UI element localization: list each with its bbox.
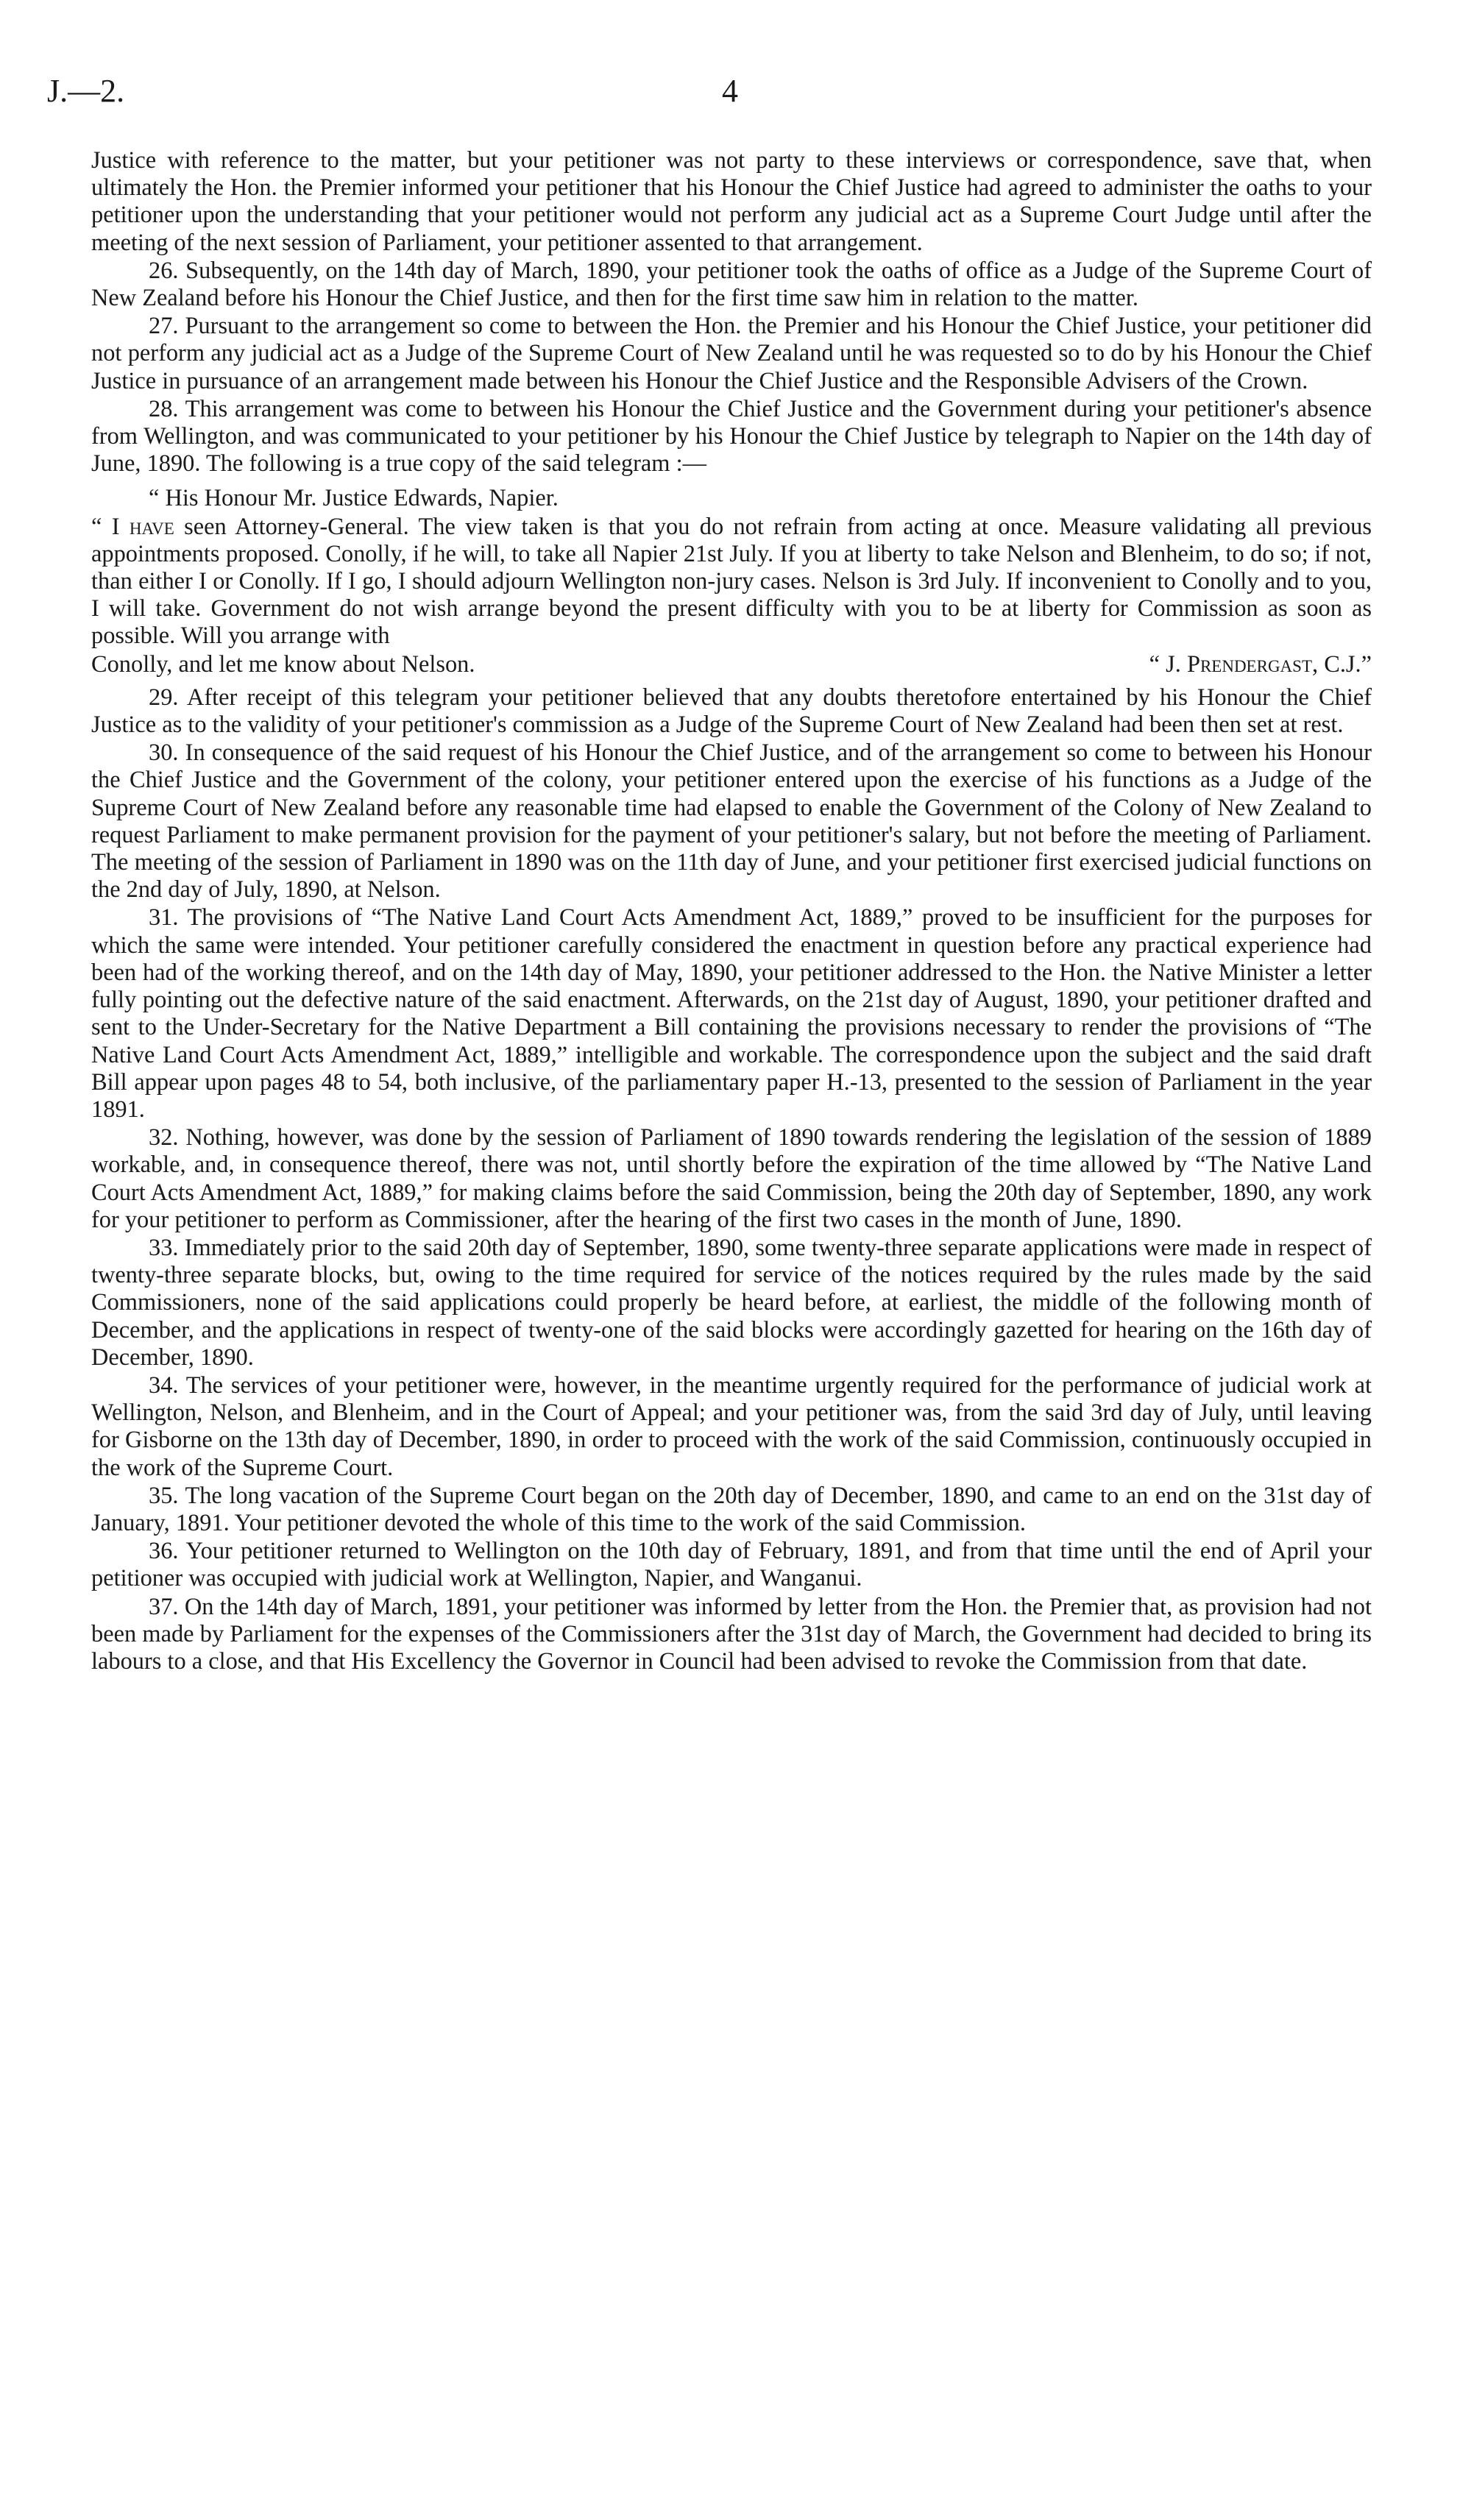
paragraph-25-continued: Justice with reference to the matter, but your petitioner was not party to these interviews or correspondence, save that, when ultimately the Hon. the Premier informed your petitioner that his Honour the Chief Justice had agreed to administer the oaths to your petitioner upon the understanding that your petitioner would not perform any judicial act as a Supreme Court Judge until after the meeting of the next session of Parliament, your petitioner assented to that arrangement.: [91, 147, 1372, 256]
paragraph-37: 37. On the 14th day of March, 1891, your petitioner was informed by letter from the Hon. the Premier that, as provision had not been made by Parliament for the expenses of the Commissioners after the 31st day of March, the Government had decided to bring its labours to a close, and that His Excellency the Governor in Council had been advised to revoke the Commission from that date.: [91, 1593, 1372, 1675]
paragraph-34: 34. The services of your petitioner were, however, in the meantime urgently required for the performance of judicial work at Wellington, Nelson, and Blenheim, and in the Court of Appeal; and your petitioner was, from the said 3rd day of July, until leaving for Gisborne on the 13th day of December, 1890, in order to proceed with the work of the said Commission, continuously occupied in the work of the Supreme Court.: [91, 1371, 1372, 1481]
paragraph-26: 26. Subsequently, on the 14th day of March, 1890, your petitioner took the oaths of office as a Judge of the Supreme Court of New Zealand before his Honour the Chief Justice, and then for the first time saw him in relation to the matter.: [91, 257, 1372, 312]
paragraph-number: 32.: [149, 1124, 179, 1151]
paragraph-30: 30. In consequence of the said request of his Honour the Chief Justice, and of the arrangement so come to between his Honour the Chief Justice and the Government of the colony, your petitioner entered upon the exercise of his functions as a Judge of the Supreme Court of New Zealand before any reasonable time had elapsed to enable the Government of the Colony of New Zealand to request Parliament to make permanent provision for the payment of your petitioner's salary, but not before the meeting of Parliament. The meeting of the session of Parliament in 1890 was on the 11th day of June, and your petitioner first exercised judicial functions on the 2nd day of July, 1890, at Nelson.: [91, 739, 1372, 904]
paragraph-number: 37.: [149, 1593, 179, 1620]
telegram-body: “ I have seen Attorney-General. The view taken is that you do not refrain from acting at once. Measure validating all previous appointments proposed. Conolly, if he will, to take all Napier 21st July. If you at liberty to take Nelson and Blenheim, to do so; if not, than either I or Conolly. If I go, I should adjourn Wellington non-jury cases. Nelson is 3rd July. If inconvenient to Conolly and to you, I will take. Government do not wish arrange beyond the present difficulty with you to be at liberty for Commission as soon as possible. Will you arrange with: [91, 513, 1372, 650]
document-reference: J.—2.: [47, 73, 125, 109]
paragraph-33: 33. Immediately prior to the said 20th day of September, 1890, some twenty-three separate applications were made in respect of twenty-three separate blocks, but, owing to the time required for service of the notices required by the rules made by the said Commissioners, none of the said applications could properly be heard before, at earliest, the middle of the following month of December, and the applications in respect of twenty-one of the said blocks were accordingly gazetted for hearing on the 16th day of December, 1890.: [91, 1234, 1372, 1371]
paragraph-35: 35. The long vacation of the Supreme Court began on the 20th day of December, 1890, and came to an end on the 31st day of January, 1891. Your petitioner devoted the whole of this time to the work of the said Commission.: [91, 1482, 1372, 1536]
paragraph-number: 34.: [149, 1371, 179, 1399]
paragraph-31: 31. The provisions of “The Native Land Court Acts Amendment Act, 1889,” proved to be insufficient for the purposes for which the same were intended. Your petitioner carefully considered the enactment in question before any practical experience had been had of the working thereof, and on the 14th day of May, 1890, your petitioner addressed to the Hon. the Native Minister a letter fully pointing out the defective nature of the said enactment. Afterwards, on the 21st day of August, 1890, your petitioner drafted and sent to the Under-Secretary for the Native Department a Bill containing the provisions necessary to render the provisions of “The Native Land Court Acts Amendment Act, 1889,” intelligible and workable. The correspondence upon the subject and the said draft Bill appear upon pages 48 to 54, both inclusive, of the parliamentary paper H.-13, presented to the session of Parliament in the year 1891.: [91, 904, 1372, 1123]
paragraph-number: 28.: [149, 395, 179, 422]
page-number: 4: [722, 73, 738, 109]
paragraph-number: 31.: [149, 904, 179, 931]
telegram-last-line: Conolly, and let me know about Nelson. “ J. Prendergast, C.J.”: [91, 650, 1372, 678]
paragraph-28: 28. This arrangement was come to between his Honour the Chief Justice and the Government during your petitioner's absence from Wellington, and was communicated to your petitioner by his Honour the Chief Justice by telegraph to Napier on the 14th day of June, 1890. The following is a true copy of the said telegram :—: [91, 395, 1372, 478]
paragraph-number: 33.: [149, 1234, 179, 1261]
paragraph-29: 29. After receipt of this telegram your petitioner believed that any doubts theretofore entertained by his Honour the Chief Justice as to the validity of your petitioner's commission as a Judge of the Supreme Court of New Zealand had been then set at rest.: [91, 684, 1372, 739]
paragraph-36: 36. Your petitioner returned to Wellington on the 10th day of February, 1891, and from that time until the end of April your petitioner was occupied with judicial work at Wellington, Napier, and Wanganui.: [91, 1538, 1372, 1592]
paragraph-number: 35.: [149, 1482, 179, 1509]
paragraph-number: 36.: [149, 1538, 179, 1565]
telegram-addressee: “ His Honour Mr. Justice Edwards, Napier.: [149, 485, 559, 512]
paragraph-32: 32. Nothing, however, was done by the session of Parliament of 1890 towards rendering the legislation of the session of 1889 workable, and, in consequence thereof, there was not, until shortly before the expiration of the time allowed by “The Native Land Court Acts Amendment Act, 1889,” for making claims before the said Commission, being the 20th day of September, 1890, any work for your petitioner to perform as Commissioner, after the hearing of the first two cases in the month of June, 1890.: [91, 1124, 1372, 1233]
page-header: [47, 72, 1413, 116]
paragraph-number: 27.: [149, 313, 179, 340]
paragraph-number: 30.: [149, 739, 179, 767]
telegram-signature: “ J. Prendergast, C.J.”: [1149, 650, 1372, 678]
telegram-opening: “ I have: [91, 513, 174, 540]
document-body: [91, 147, 1372, 1676]
paragraph-number: 26.: [149, 257, 179, 284]
paragraph-number: 29.: [149, 684, 179, 711]
paragraph-27: 27. Pursuant to the arrangement so come to between the Hon. the Premier and his Honour the Chief Justice, your petitioner did not perform any judicial act as a Judge of the Supreme Court of New Zealand until he was requested so to do by his Honour the Chief Justice in pursuance of an arrangement made between his Honour the Chief Justice and the Responsible Advisers of the Crown.: [91, 313, 1372, 394]
